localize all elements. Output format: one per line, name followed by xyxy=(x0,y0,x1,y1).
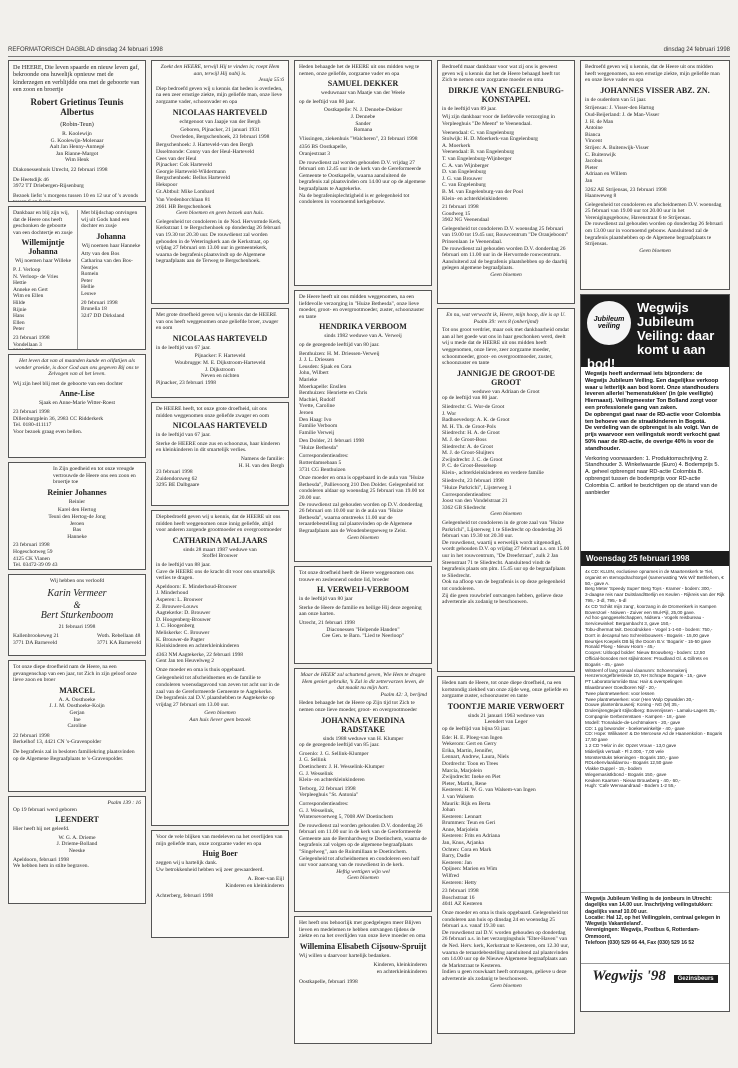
notice-name: JANNIGJE DE GROOT-DE GROOT xyxy=(457,368,555,387)
birth-notice-johanna xyxy=(8,206,146,350)
notice-intro: Tot ons groot verdriet, maar ook met dankbaarheid omdat aan al het goede wat ons in haar geschonken werd, deelt wij u mede dat de HEERE uit ons midden heeft weggenomen, onze lieve, zeer zorgzame moeder, schoonmoeder, groot- en overgrootmoeder, zuster, schoonzuster en tante xyxy=(442,327,569,367)
column-5 xyxy=(580,60,730,1012)
notice-callname-right: Wij noemen haar Hanneke xyxy=(81,242,141,249)
notice-parents: Sjaak en Anne-Marie Witter-Roest xyxy=(38,400,116,407)
column-4 xyxy=(437,60,575,1038)
notice-intro: De Heere heeft uit ons midden weggenomen, na een liefdevolle verzorging in "Huize Bethesda", onze lieve moeder, groot- en overgrootmoeder, zuster, schoonzuster en tante xyxy=(299,294,425,320)
notice-name-1: Karin Vermeer xyxy=(47,587,107,599)
notice-address-right: Woth. Rebellaan 48 3771 KA Barneveld xyxy=(97,633,141,646)
notice-name: MARCEL xyxy=(59,685,95,695)
notice-address-left: Kallenbrookeweg 21 3771 DA Barneveld xyxy=(13,633,59,646)
death-notice-nicolaas-3 xyxy=(151,402,289,506)
notice-date: 21 februari 1998 xyxy=(58,623,96,630)
notice-intro: Tot onze diepe droefheid nam de Heere, na een gevangenschap van een jaar, tot Zich in zijn geloof onze lieve zoon en broer xyxy=(13,664,137,684)
notice-family: Groenlo: J. G. Sellink-Klumper J. G. Sellink Doetinchem: J. H. Wesselink-Klumper G. J. Wesselink Klein- en achterkleinkinderen xyxy=(299,750,385,784)
notice-name: SAMUEL DEKKER xyxy=(327,79,399,89)
notice-date: 23 februari 1998 Zuidendorsweg 62 3295 BE Dalbgaare xyxy=(156,469,200,489)
notice-intro: Bedroefd geven wij u kennis, dat de Heere uit ons midden heeft weggenomen, na een ernstige ziekte, mijn geliefde man en onze lieve vader en opa xyxy=(585,64,720,84)
notice-text: Gelegenheid tot condoleren in de Nod. Hervormde Kerk, Kerkstraat 1 te Bergschenhoek op donderdag 26 februari van 19.30 tot 20.30 uur. De rouwdienst zal worden gehouden in de Weteringkerk aan de Kerkstraat, op vrijdag 27 februari om 13.00 uur in gemeentekerk, waarna de begrafenis plaatsvindt op de Algemene begraafplaats aan de Terweg te Bergschenhoek. xyxy=(156,218,282,265)
notice-dates: Geboren, Pijnacker, 21 januari 1931 Overleden, Bergschenhoek, 23 februari 1998 xyxy=(170,127,270,140)
notice-note: Geen bloemen xyxy=(490,511,522,518)
notice-intro: Wij hebben ons verloofd xyxy=(49,578,105,584)
notice-text-2: Gelegenheid tot afscheidnemen en de familie te condoleren woensdagavond van zeven tot acht uur in de zaal van de Gereformeerde Gemeente te Aagtekerke. De begrafenis zal D.V. plaatshebben te Aagtekerke op vrijdag 27 februari om 13.00 uur. xyxy=(156,675,280,708)
notice-address: Van Vredenborchlaan 81 2661 HB Bergschenhoek xyxy=(156,197,212,210)
notice-visit: We hebben hem in stilte begraven. xyxy=(13,863,89,870)
notice-note: Geen bloemen xyxy=(347,534,379,541)
notice-age: in de leeftijd van 88 jaar. xyxy=(156,561,211,568)
notice-verse: En nu, wat verwacht ik, Heere, mijn hoop, die is op U. xyxy=(446,312,566,318)
notice-parents: Karel den Hertog Teuni den Hertog-de Jong Jeroen Bas Hanneke xyxy=(48,507,106,540)
page-footer xyxy=(8,1048,730,1054)
header-right: dinsdag 24 februari 1998 xyxy=(663,47,730,53)
header-left: REFORMATORISCH DAGBLAD dinsdag 24 februari 1998 xyxy=(8,47,163,53)
notice-note: Onze moeder en oma is thuis opgebaard. xyxy=(156,666,246,673)
notice-text: De rouwdienst zal worden gehouden D.V. vrijdag 27 februari om 12.45 uur in de kerk van de Gereformeerde Gemeente te Oostkapelle, waarna aansluitend de begrafenis zal plaatsvinden om 14.00 uur op de algemene begraafplaats te Aagtekerke. Na de begrafenisplechtigheid is er gelegenheid tot condoleren in voornoemd kerkgebouw. xyxy=(299,159,426,206)
notice-note: Geen bloemen xyxy=(490,272,522,279)
notice-spouse: echtgenoot van Jaapje van der Bergh xyxy=(179,118,261,125)
notice-name: Willemina Elisabeth Cijsouw-Spruijt xyxy=(299,941,427,951)
death-notice-catharina xyxy=(151,510,289,826)
page-header xyxy=(8,46,730,57)
notice-name-left: Willemijntje Johanna xyxy=(21,238,65,257)
notice-age: in de leeftijd van 67 jaar. xyxy=(156,432,211,439)
notice-name: JOHANNES VISSER ABZ. ZN. xyxy=(600,85,710,95)
notice-date: 22 februari 1998 Berkelhof 13, 4421 CN 's-Gravenpolder xyxy=(13,732,102,746)
birth-notice-reinier xyxy=(8,462,146,570)
notice-age: in de leeftijd van 89 jaar. xyxy=(442,105,497,112)
birth-notice-leendert xyxy=(8,796,146,904)
notice-age: op de gezegende leeftijd van 80 jaar. xyxy=(299,341,380,348)
notice-age: in de leeftijd van 67 jaar. xyxy=(156,344,211,351)
notice-date: 3262 AE Strijensas, 23 februari 1998 Haanweweg 8 xyxy=(585,186,667,200)
notice-name-2: Bert Sturkenboom xyxy=(40,609,114,621)
notice-intro: Diepbedroefd geven wij u kennis, dat de HEERE uit ons midden heeft weggenomen onze innig geliefde, altijd voor anderen zorgende grootmoeder en overgrootmoeder xyxy=(156,514,282,534)
notice-family: Bergschenhoek: J. Harteveld-van den Bergh IJsselmonde: Conny van der Heul-Harteveld Cees van der Heul Pijnacker: Cok Harteveld Georgie Harteveld-Wildermann Bergschenhoek: Bellus Harteveld Hekspoor Gt.Abtbul: Mike Lombard xyxy=(156,142,255,195)
notice-date: Apeldoorn, februari 1998 xyxy=(13,856,70,863)
notice-intro: Heden nam de Heere, tot onze diepe droefheid, na een kortstondig ziekbed van onze zijde weg, onze geliefde en zorgzame zuster, schoonzuster en tante xyxy=(442,680,568,700)
notice-visit: Voor bezoek graag even bellen. xyxy=(13,428,83,435)
notice-intro: Voor de vele blijken van medeleven na het overlijden van mijn geliefde man, onze zorgzame vader en opa xyxy=(156,834,283,847)
column-3 xyxy=(294,60,432,1048)
notice-address: Correspondentieadres: G. J. Wesselink, Wintersevoetweg 5, 7008 AW Doetinchem xyxy=(299,800,394,821)
notice-name: NICOLAAS HARTEVELD xyxy=(172,421,268,431)
notice-text: Wij willen u daarvoor hartelijk bedanken. xyxy=(299,952,391,959)
notice-intro: Tot onze droefheid heeft de Heere weggenomen ons trouwe en zeslennend oudste lid, broeder xyxy=(299,570,414,583)
notice-date: 23 februari 1998 Boschstraat 16 4041 AZ Kesteren xyxy=(442,888,483,908)
notice-note: Geen bloemen xyxy=(490,982,522,989)
notice-name: DIRKJE VAN ENGELENBURG-KONSTAPEL xyxy=(448,85,564,104)
notice-intro: Met grote droefheid geven wij u kennis dat de HEERE van ons heeft weggenomen onze geliefde broer, zwager en oom xyxy=(156,312,279,332)
notice-verse: Zoekt den HEERE, terwijl Hij te vinden is; roept Hem aan, terwijl Hij nabij is. xyxy=(160,64,280,77)
notice-address: De Heetsdijk 46 3972 TT Driebergen-Rijsenburg xyxy=(13,176,84,190)
wegwijs-advertisement xyxy=(580,294,730,1012)
notice-date-left: 23 februari 1998 Vondellaan 3 xyxy=(13,334,50,348)
death-notice-nicolaas-2 xyxy=(151,308,289,398)
notice-address: 4356 BS Oostkapelle, Oranjestraat 3 xyxy=(299,144,348,157)
notice-subtitle: sinds 1988 weduwe van H. Klumper xyxy=(322,735,404,742)
notice-family-right: Atty van den Bos Catharina van den Bos-Nentjes Romein Peter Hellie Leuwe xyxy=(81,251,133,297)
notice-age: op de leeftijd van 80 jaar. xyxy=(442,395,498,402)
notice-date: Pijnacker, 23 februari 1998 xyxy=(156,379,216,386)
column-2 xyxy=(151,60,289,942)
notice-date: Achterberg, februari 1998 xyxy=(156,892,214,899)
notice-name: Anne-Lise xyxy=(59,389,95,399)
notice-text: Gave de HEERE ons de kracht dit voor ons smartelijk verlies te dragen. xyxy=(156,568,275,582)
notice-intro: Het heeft ons behoorlijk met goedgelegen meer Blijven lieven en medelemen te hebben ontvangen tijdens de ziekte en na het overlijden van onze lieve moeder en oma xyxy=(299,920,426,940)
notice-name: NICOLAAS HARTEVELD xyxy=(172,107,268,117)
notice-place: Vlissingen, ziekenhuis "Walcheren", 23 februari 1998 xyxy=(299,135,418,142)
notice-name: H. VERWEIJ-VERBOOM xyxy=(316,585,410,595)
death-notice-johanna xyxy=(294,668,432,912)
notice-family: Ede: H. E. Ploeg-van Ingen Wekerom: Gert en Gerry Erika, Martin, Jennifer, Lennart, Andrew, Laura, Niels Dordrecht: Toon en Trees Marcia, Marjolein Zwijndrecht: Ineke en Piet Pleter, Martin, Rene Kesteren: H. W. G. van Walsem-van Ingen J. van Walsem Maurik: Rijk en Berta Johan Kesteren: Lennart Brummen: Teun en Geri Anne, Marjolein Kesteren: Frits en Adriana Jan, Knus, Arjanka Ochten: Cora en Mark Barry, Dadie Kesteren: Jan Opijnen: Marien en Wim Wilfred Kesteren: Hetty xyxy=(442,734,536,886)
notice-verse: Maar de HEER' zal schuttend geven, Wie Hem te dragen Hem geniet gebruikt, 'k Zal in dit zettervarzen leven, de dat maakt nu mijn hart. xyxy=(300,672,426,692)
notice-signature: Kinderen, kleinkinderen en achterkleinkinderen xyxy=(373,962,427,975)
notice-date: 23 februari 1998 Hogeschotweg 59 4125 CK Vianen Tel. 03472-39 09 43 xyxy=(13,542,58,569)
notice-text: Hier heeft hij net geleefd. xyxy=(13,826,70,833)
seal-text: Jubileum veiling xyxy=(593,316,625,330)
notice-age: in de ouderdom van 51 jaar. xyxy=(585,96,647,103)
notice-subtitle: weduwe van Adriaan de Groot xyxy=(472,388,540,395)
thanks-notice-huig xyxy=(151,830,289,938)
notice-family: Veenendaal: C. van Engelenburg Stolwijk: H. D. Moerkerk-van Engelenburg A. Moerkerk Veenendaal: B. van Engelenburg T. van Engelenburg-Wijnberger C. A. van Wijnberger D. van Engelenburg J. G. van Brouwer C. van Engelenburg B. M. van Engelenburg-van der Pool Klein- en achterkleinkinderen xyxy=(442,129,538,202)
notice-family: Benthuizen: H. M. Driessen-Verweij J. J. L. Driessen Leusden: Sjaak en Cora John, Wilbert Marieke Moerkapelle: Ensllen Benthuizen: Henriette en Chris Machiel, Rudolf Yvette, Caroline Jeroen Den Haag: Ivo Familie Verboom Familie Verweij xyxy=(299,350,380,436)
notice-signature: A. Boer-van Eijl Kinderen en kleinkinderen xyxy=(225,876,284,889)
logo-subtext: Gezinsbeurs xyxy=(674,975,718,983)
notice-address: Correspondentieadres: Rotterdamsebaan 5 3731 CG Benthuizen xyxy=(299,453,349,473)
notice-callname-left: Wij noemen haar Willeke xyxy=(14,258,72,265)
notice-verse-ref: Psalm 42: 3, berijmd xyxy=(380,691,427,698)
notice-verse-ref: Psalm 39: vers 8 (onberijmd) xyxy=(473,318,539,325)
notice-text: Sterke de HEERE onze zus en schoonzus, haar kinderen en kleinkinderen in dit smartelijk verlies. xyxy=(156,440,280,454)
notice-name: NICOLAAS HARTEVELD xyxy=(172,333,268,343)
notice-flowers: Geen bloemen Aan huis liever geen bezoek xyxy=(189,710,251,724)
notice-age: in de leeftijd van 80 jaar xyxy=(299,596,353,603)
notice-text: Gelegenheid tot condoleren in de grote zaal van "Huize Parkrichi", Lijsterweg 1 te Sliedrecht op donderdag 26 februari van 19.30 tot 20.30 uur. De rouwdienst, waartij u eerwelijk wordt uitgenodigd, wordt gehouden D.V. op vrijdag 27 februari a.s. om 15.00 uur in het rouwcentrum, "De Dreefstraat", zulk 2 Jan Steenstraat 71 te Sliedrecht. Aansluitend vindt de begrafenis plaats om plm. 15.45 uur op de begraafplaats te Sliedrecht. Ook na afloop van de begrafenis is op deze gelegenheid tot condoleren. Zij die geen rouwbrief ontvangen hebben, gelieve deze advertentie als zodanig te beschouwen. xyxy=(442,520,570,606)
death-notice-hendrika xyxy=(294,290,432,562)
notice-parents: W. G. A. Drieme J. Drieme-Bolland Neeske xyxy=(56,834,98,854)
notice-family: Strijensas: J. Visser-den Hartog Oud-Beijerland: J. de Man-Visser J. H. de Man Antoine Bianca Vincent Strijen: A. Buitenwijk-Visser C. Buitenwijk Jacobus Pieter Adriaan en Willem Jan xyxy=(585,105,660,184)
notice-name: TOONTJE MARIE VERWOERT xyxy=(447,701,565,711)
notice-family: Apeldoorn: E. Minderhoud-Brouwer J. Minderhoud Asperen: L. Brouwer Z. Brouwer-Louws Aagtekerke: D. Brouwer D. Hoogenberg-Brouwer J. C. Hoogenberg Meliskerke: C. Brouwer K. Brouwer-de Pagter Kleinkinderen en achterkleinkinderen xyxy=(156,583,240,650)
wegwijs-logo xyxy=(581,963,729,989)
notice-intro: Diep bedroefd geven wij u kennis dat heden is overleden, na een zeer ernstige ziekte, mijn geliefde man, onze lieve zorgzame vader, schoonvader en opa xyxy=(156,85,283,105)
notice-parents: R. Koolewijn G. Koolewijn-Molenaar Aalt Jan Henny-Anmegé Jan Rianne-Margot Wim Henk xyxy=(49,131,105,164)
notice-ampersand: & xyxy=(73,599,81,610)
notice-text: De rouwdienst zal worden gehouden D.V. donderdag 26 februari om 11.00 uur in de kerk van de Gereformeerde Gemeente aan de Bernhardweg te Doetinchem, waarna de begrafenis zal volgen op de algemene begraafplaats "Singelweg", aan de Ruinmillaan te Doetinchem. Gelegenheid tot afscheidnemen en condoleren een half uur voor aanvang van de rouwdienst in de kerk. xyxy=(299,822,427,869)
notice-date: Oostkapelle, februari 1998 xyxy=(299,978,358,985)
notice-signature: Diaconessen "Helpende Handen" Cee Gen. te Barn. "Lied te Neerloop" xyxy=(321,626,405,640)
ad-footer: Wegwijs Jubileum Veiling is de jonbeurs in Utrecht: dagelijks van 14.00 uur. Inschrijving veilingstukken: dagelijks vanaf 10.00 uur. Locatie: Hal 12, op het Veilingplein, centraal gelegen in 'Wegwijs Vakantieland'. Verenigingen: Wegwijs, Postbus 6, Rotterdam-Ommoord, Telefoon (030) 529 66 44, Fax (030) 529 16 52 xyxy=(581,892,729,963)
death-notice-johannes xyxy=(580,60,730,290)
notice-age: op de leeftijd van bijna 93 jaar. xyxy=(442,725,511,732)
notice-name: Huig Boer xyxy=(202,849,238,859)
column-1 xyxy=(8,60,146,908)
notice-text: zeggen wij u hartelijk dank. Uw betrokkenheid hebben wij zeer gewaardeerd. xyxy=(156,860,264,873)
notice-intro: Bedroefd maar dankbaar voor wat zij ons is geweest geven wij u kennis dat het de Heere behaagd heeft tot Zich te nemen onze zorgzame moeder en oma xyxy=(442,64,560,84)
notice-place: Diakonessenhuis Utrecht, 22 februari 1998 xyxy=(13,167,108,173)
notice-callname: Reinier xyxy=(68,498,86,505)
notice-text: De begrafenis zal in besloten familiekring plaatsvinden op de Algemene Begraafplaats te 's-Gravenpolder. xyxy=(13,748,135,762)
death-notice-verweij xyxy=(294,566,432,664)
notice-date: Terborg, 22 februari 1998 Verpleeghuis "St. Antonia" xyxy=(299,785,359,799)
notice-note: Geen bloemen en geen bezoek aan huis. xyxy=(176,210,264,217)
notice-intro: Heden behaagde het de Heere op Zijn tijd tot Zich te nemen onze lieve moeder, groot- en overgrootmoeder xyxy=(299,700,418,713)
death-notice-dirkje xyxy=(437,60,575,304)
notice-date: 23 februari 1998 Dillenburgplein 36, 2983 CC Ridderkerk Tel. 0180-411117 xyxy=(13,408,104,429)
notice-text: Gelegenheid tot condoleren en afscheidnemen D.V. woensdag 25 februari van 19.00 uur tot 20.00 uur in het Verenigingsgebouw, Havenstraat 6 te Strijensas. De rouwdienst zal gehouden worden op donderdag 26 februari om 13.00 uur in voornoemd gebouw. Aansluitend zal de begrafenis plaatshebben op de Algemene begraafplaats te Strijensas. xyxy=(585,201,723,248)
death-notice-jannigje xyxy=(437,308,575,672)
engagement-notice xyxy=(8,574,146,656)
notice-psalm: Psalm 139 : 16 xyxy=(107,800,141,806)
notice-name: Reinier Johannes xyxy=(47,487,107,497)
notice-date: Den Dolder, 21 februari 1998 "Huize Bethesda" xyxy=(299,438,364,451)
ad-body-text: Wegwijs heeft andermaal iets bijzonders: de Wegwijs Jubileum Veiling. Een dagelijkse verkoop waar u letterlijk aan bod komt. Onze standhouders leveren allerlei 'hemenstukken' (in (pie veelligte) Hiernaast). Veilingmeester Ton Bolland zorgt voor een professionele gang van zaken. De opbrengst gaat naar de RD-actie voor Colombia ten behoeve van de straatkinderen in Bogotá. De verdeling van de opbrengst is als volgt. Van de prijs waarvoor een veilingstuk wordt verkocht gaat 50% naar de RD-actie, de overige 40% is voor de standhouder. xyxy=(585,371,721,452)
notice-family: Pijnacker: F. Harteveld Woubrugge: M. E. Dijkstroom-Harteveld J. Dijkstroom xyxy=(174,353,266,373)
notice-intro: Wij zijn heel blij met de geboorte van een dochter xyxy=(13,380,123,387)
death-notice-toontje xyxy=(437,676,575,1034)
notice-family: A. A. Oosthoeke J. J. M. Oosthoeke-Koijn Gerjan Ine Caroline xyxy=(49,696,105,730)
ad-rules: Verkoring voorwaarden: 1. Produktomschrijving 2. Standhouder 3. Winkelwaarde (Euro) 4. Bodemprijs 5. A. geheel opbrengst naar RD-actie Colombia B. opbrengst tussen de bodemprijs voor RD-actie Colombia C. artikel te bezichtigen op de stand van de aanbieder xyxy=(585,455,720,496)
jubileum-seal-icon xyxy=(587,301,631,345)
logo-text: Wegwijs '98 xyxy=(592,968,666,984)
notice-visit: Bezoek liefst 's morgens tussen 10 en 12 uur of 's avonds xyxy=(13,192,139,199)
notice-intro-left: Dankbaar en blij zijn wij, dat de Heere ons heeft geschonken de geboorte van een dochtertje en zusje xyxy=(13,210,73,236)
notice-intro: Heden behaagde het de HEERE uit ons midden weg te nemen, onze geliefde, zorgzame vader en opa xyxy=(299,64,420,77)
notice-text: Wij zijn dankbaar voor de liefdevolle verzorging in Verpleeghuis "De Meent" te Veenendaal. xyxy=(442,114,555,127)
notice-address: 4363 NM Aagtekerke, 22 februari 1998 Gent Jan ten Heuvelweg 2 xyxy=(156,651,244,665)
notice-family: Sliedrecht: G. Wor-de Groot J. Wor Badhoevedorp: A. K. de Groot M. H. Th. de Groot-Pols Sliedrecht: H. A. de Groot M. J. de Groot-Boss Sliedrecht: A. de Groot M. J. de Groot-Sluijters Zwijndrecht: J. C. de Groot P. C. de Groot-Besselsep Klein-, achterkleinkinderen en verdere familie xyxy=(442,403,544,476)
notice-age: op de leeftijd van 80 jaar. xyxy=(299,98,355,105)
notice-family: Oostkapelle: N. J. Dennebe-Dekker J. Dennebe Sander Romana xyxy=(323,107,403,134)
notice-name: JOHANNA EVERDINA RADSTAKE xyxy=(321,715,405,734)
notice-date: Utrecht, 21 februari 1998 xyxy=(299,619,355,626)
birth-notice-anne xyxy=(8,354,146,458)
ad-auction-list: 4x CD: KLUIN, exclusieve opnames in de Maartenskerk te Tiel, organist en stemopdrachtorgel (samenvatting 'Wis Wil' Bethlehem, € 50,- gave A. Berg Meter 'Speedy Super' Berg Toys - Kramer - bodem: 300,- 3-daagse reis naar Duitsland/Berlijn en Keulen - Rijkreis van der Rijk 795,- 3-dl, 795,- 5-dl 4x CD 'Schikt mijn zang', koorzang in de Dromenkerk in Kampen Bovenzoel - Noiwen - Zuiver een Wul-Pijl, 25,00 gave. Ad hoc-ganggeselschappen, Nidsera - Vogels reisbureau - Servicewinkel: Bergambacht 3, gave 150,- Tobu-dhermat twit. Decodrukken - Vogel 1-1-60 - bodem: 750,- Don't in decapsul two Schreinbouwers - Bogaris - 15,00 gave Beursjes Koepels DB bij the Doorn B.V. 'Bogaris' - 15-50 gave Ronald Ploeg - Nieuw Hoorn - 45,- Coopvs: Uitloopd bolder: Nieuw Brouwberg - bodem: 12,50 Official-bonodes met stijlvintoren: Proudland Gl. & Gillrets en Bogaris - 45,- gave Witstemf of lang zonaal vlaanunm: Schoenmakerij Henzemorgefbriesleide 10, NH Schrape Bogaris - 15,- gave PT Laboratoriumriide Bau: Hair & overspelingen Blaasbruneer Goedboren Nijf - 20,- Twee plantnetwerken: voor lessen Twee plantnetwerken: voor (Hen Wulp Opwalden 30,- Douwe plantenbrouwerij: Koning - NG (M) 35,- Drulenijrengtejarit stijlvolberg: Bovenrijssen - Lamalu-Lagers 35,- Compagnie Gerbezenstaen - Kampen - 18,- gave Modell: Tronaluide-de-Lechtmakers - 20,- gave CD: 1 gg bewonder - boekenwinkeltje - 40,- gave CD: Hope: Wilikasen' & De Merceuse Ad de Haanenkolon - Bogaris 17,50 gave 1 2 CD 'Hela' in de: Opzet Vrouw - 13,0 gave Miderlijsk vertaalt - Fl 2.000,- 7,00 vele Monsterstuks tekeningen - Bogaris 150,- gave RDLebenvlaalidavrou - Bogaris 12,50 gave Vlakke Duppel - 15,- bodem Wiegemasistkbond - Bogaris 150,- gave Keuken Kaarsen - Nieuw Brouwberg - 40,- 60,- Hugh: 'Cafe Wervaandraad - Bodem 1-2 55,- xyxy=(581,566,729,892)
notice-age: op de gezegende leeftijd van 85 jaar. xyxy=(299,742,380,749)
notice-nephews: Neven en nichten xyxy=(200,373,240,380)
notice-text-2: Gelegenheid tot condoleren D.V. woensdag 25 februari van 19.00 tot 19.45 uur, Rouwcentrum "De Oranjeboom" Prinsenlaan 1e Veenendaal. De rouwdienst zal gehouden worden D.V. donderdag 26 februari om 11.00 uur in de Hervormde rouwcentrum. Aansluitend zal de begrafenis plaatshebben op de daarbij gelegen algemene begraafplaats. xyxy=(442,225,569,272)
notice-text: Onze moeder en oma is thuis opgebaard. Gelegenheid tot condoleren aan huis op dinsdag 24 en woensdag 25 februari a.s. vanaf 19.30 uur. De rouwdienst zal D.V. worden gehouden op donderdag 26 februari a.s. in het verzorgingshuis "Elter-Haven" van de Ned. Herv. kerk, Kerkstraat te Kesteren, om 12.30 uur, waarna de teraardebestelling aansluitend zal plaatsvinden om 14.00 uur op de Nieuwe Algemene begraafplaats aan de Marktstraat te Kesteren. Indien u geen rouwkaart heeft ontvangen, gelieve u deze advertentie als zodanig te beschouwen. xyxy=(442,910,569,982)
notice-verse: Het leven dat van al maanden kunde en olifatijen als wonder groeide, is door God aan ons gegeven Bij ons te Zelvogen van al het leven. xyxy=(15,358,139,378)
notice-family-left: P. J. Verloop N. Verloop- de Vries Hettie Anneke en Gert Wim en Ellen Hilde Rijnie Hans Ellen Peter xyxy=(13,266,59,333)
notice-date: Sliedrecht, 23 februari 1998 "Huize Parkrichi", Lijsterweg 1 Correspondentieadres: Joost van den Vondelstraat 21 3362 GB Sliedrecht xyxy=(442,478,512,511)
birth-notice-robert xyxy=(8,60,146,202)
notice-name: Robert Grietinus Teunis Albertus xyxy=(30,96,124,118)
notice-callname: (Robin-Teun) xyxy=(60,120,94,128)
notice-note: Heftig wettigen wijn wel Geen bloemen xyxy=(336,868,390,882)
ad-body xyxy=(581,367,729,551)
thanks-notice-willemina xyxy=(294,916,432,1044)
death-notice-samuel xyxy=(294,60,432,286)
notice-intro: In Zijn goedheid en tot onze vreugde vertrouwde de Heere ons een zoon en broertje toe xyxy=(53,466,136,486)
notice-name-right: Johanna xyxy=(96,231,126,241)
notice-intro: De HEERE heeft, tot onze grote droefheid, uit ons midden weggenomen onze geliefde zwager en oom xyxy=(156,406,270,419)
notice-intro: Op 19 februari werd geboren xyxy=(13,806,77,813)
notice-intro: De HEERE, Die leven spaarde en nieuw leven gaf, bekroonde ons huwelijk opnieuw met de kinderzegen en verblijdde ons met de geboorte van een zoon en broertje xyxy=(13,64,140,94)
notice-name: CATHARINA MALJAARS xyxy=(172,535,268,545)
notice-note: Geen bloemen xyxy=(639,247,671,254)
notice-subtitle: weduwnaar van Maatje van der Weele xyxy=(321,90,405,97)
death-notice-nicolaas-1 xyxy=(151,60,289,304)
notice-name: LEENDERT xyxy=(55,815,99,825)
ad-date-bar: Woensdag 25 februari 1998 xyxy=(581,551,729,566)
notice-date-right: 20 februari 1998 Brunelia 18 3247 DD Dirksland xyxy=(81,299,125,319)
ad-header xyxy=(581,295,729,371)
notice-subtitle: sinds 28 maart 1987 weduwe van Stoffel Brouwer xyxy=(183,546,257,560)
notice-signature: Namens de familie: H. H. van den Bergh xyxy=(238,455,284,469)
notice-date: 21 februari 1998 Goudweg 15 3902 NG Veenendaal xyxy=(442,204,489,224)
notice-text: Sterke de Heere de familie en heilige Hij deze zegening aan onze harten. xyxy=(299,604,422,618)
notice-subtitle: sinds 21 januari 1963 weduwe van Leendert van Leger xyxy=(467,712,545,726)
death-notice-marcel xyxy=(8,660,146,792)
ad-title: Wegwijs Jubileum Veiling: daar komt u aan bod! xyxy=(587,300,715,371)
notice-subtitle: sinds 1982 weduwe van A. Verweij xyxy=(324,333,402,340)
notice-verse-ref: Jesaja 55:6 xyxy=(258,77,284,84)
notice-text: Onze moeder en oma is opgebaard in de aula van "Huize Bethesda", Pallievoorg 210 Den Dolder. Gelegenheid tot condoleren aldaar op woensdag 25 februari van 19.00 tot 20.00 uur. De rouwdienst zal gehouden worden op D.V. donderdag 26 februari om 10.00 uur in de aula van "Huize Bethesda", waarna omstreeks 11.00 uur de teraardebestelling zal plaatsvinden op de Algemene Begraafplaats aan de Woudenbergseweg te Zeist. xyxy=(299,475,425,534)
notice-name: HENDRIKA VERBOOM xyxy=(319,322,407,332)
notice-intro-right: Met blijdschap ontvingen wij uit Gods hand een dochter en zusje xyxy=(81,210,138,230)
